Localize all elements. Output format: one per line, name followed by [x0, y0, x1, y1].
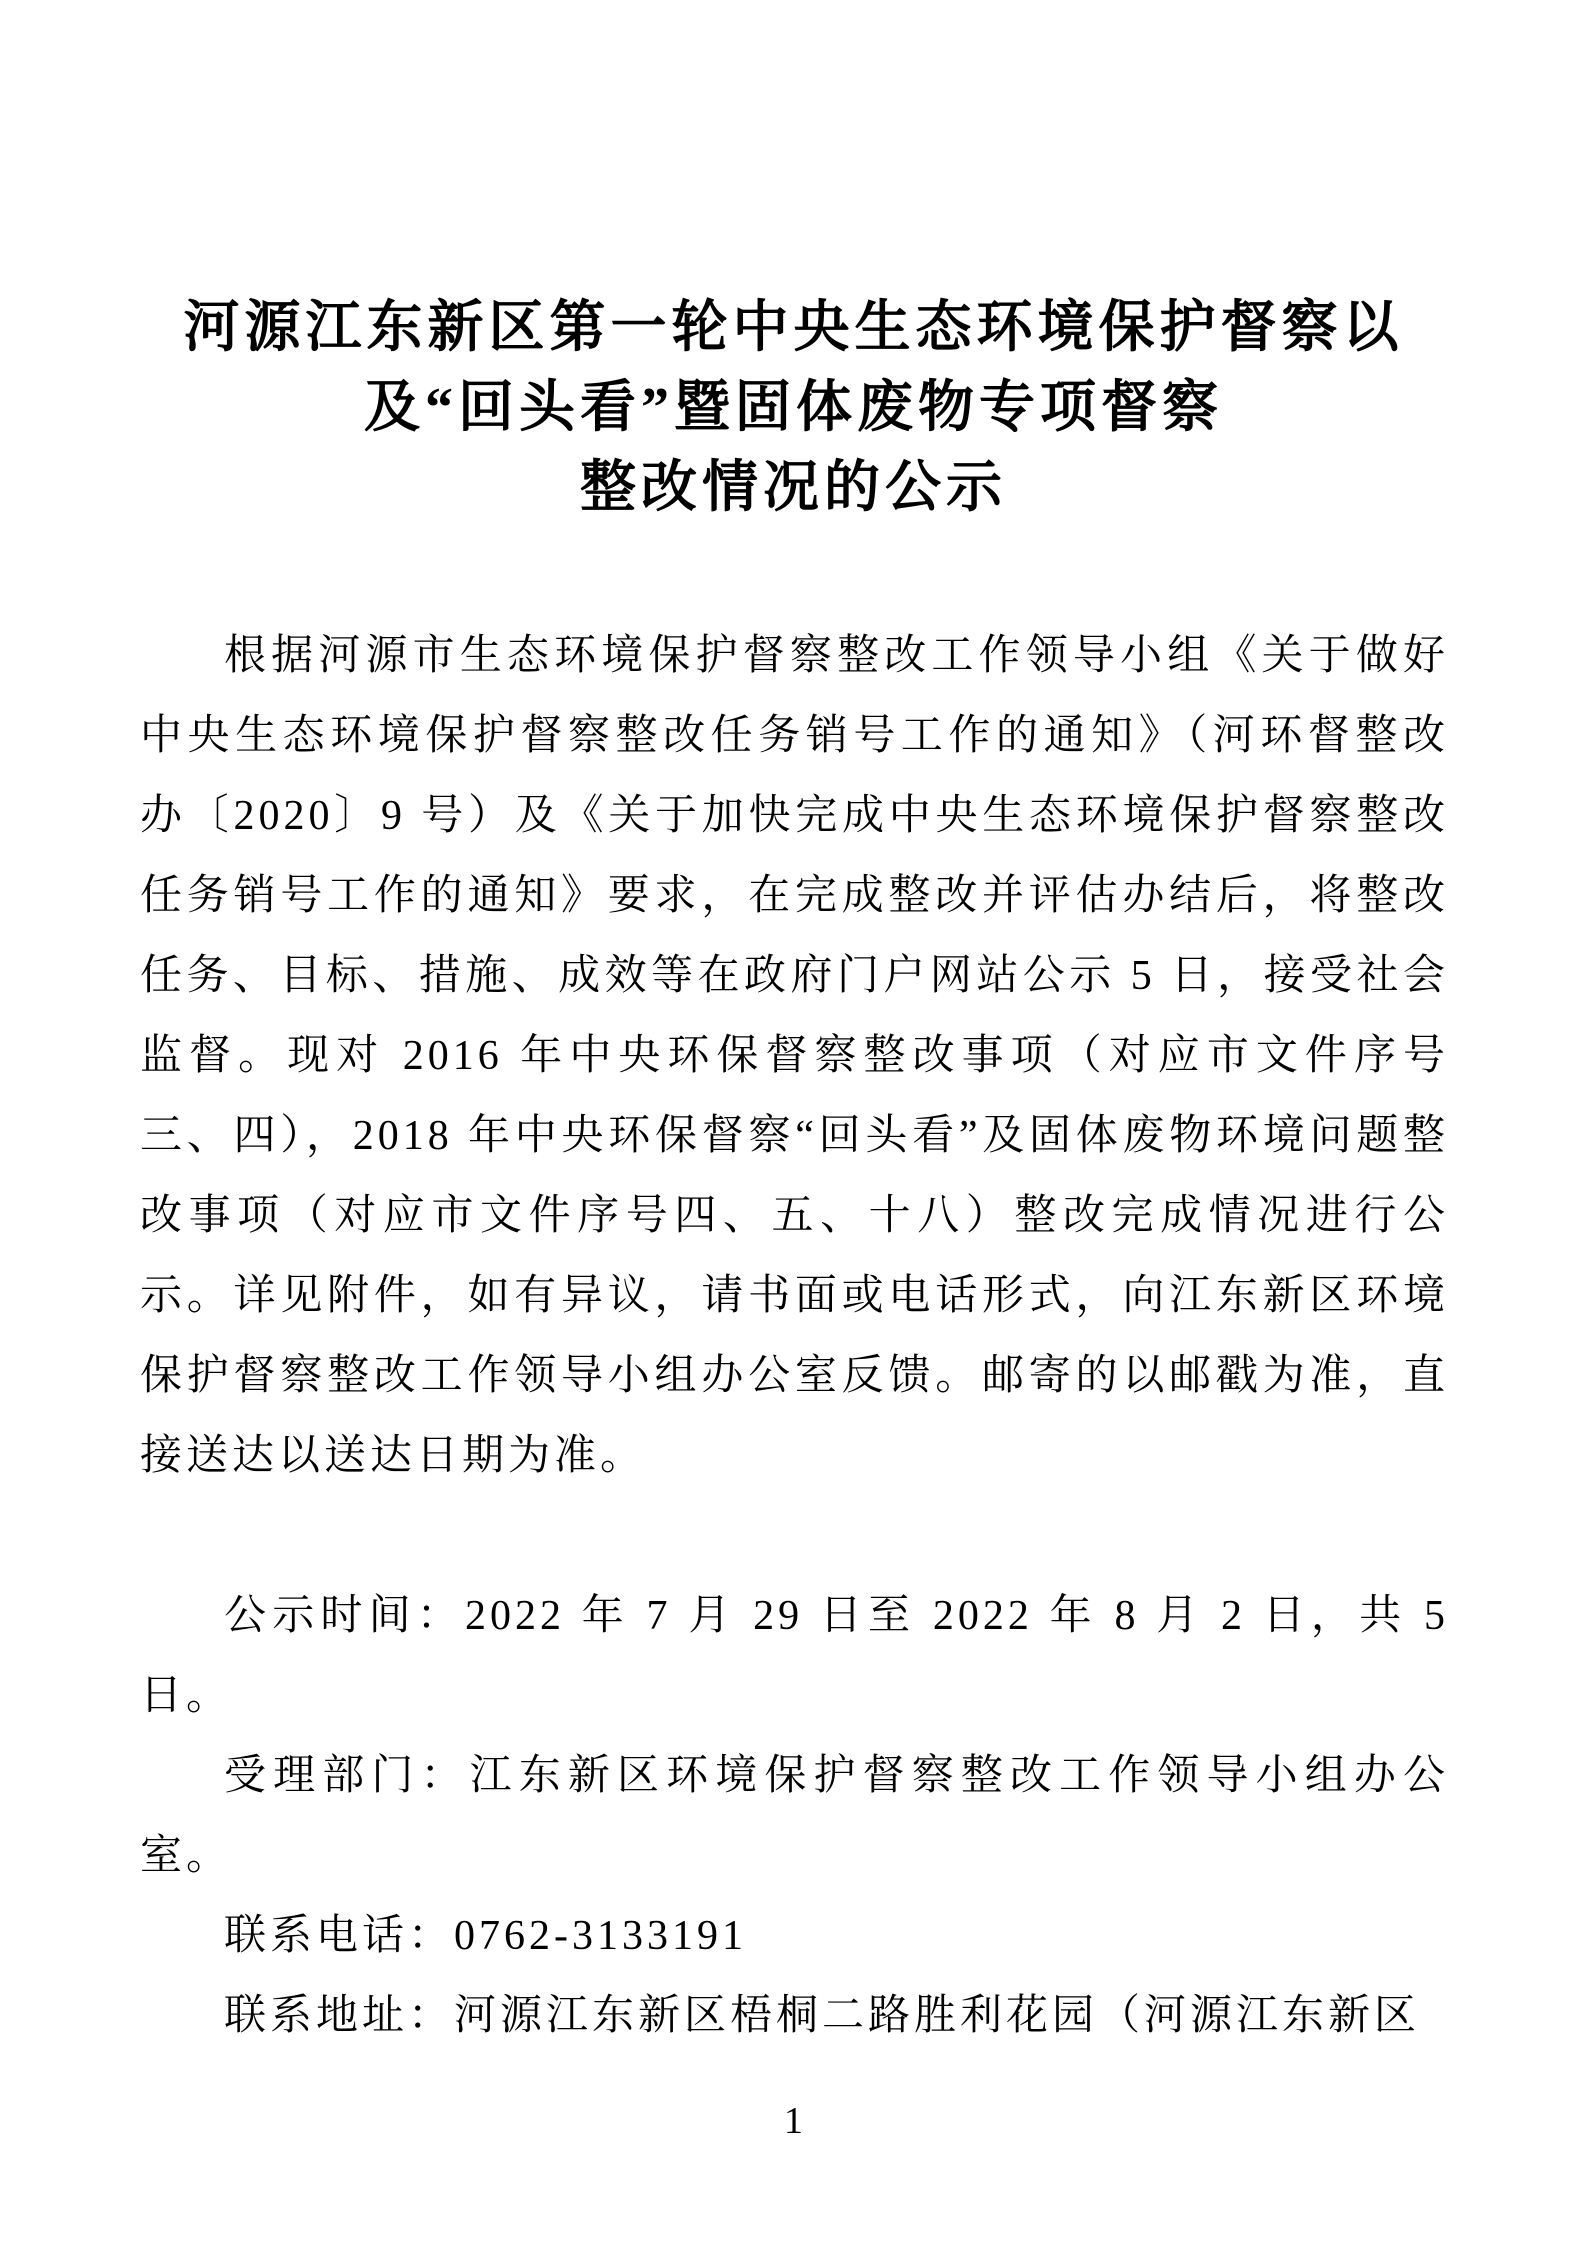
document-title	[0, 0, 1587, 528]
paragraph-accepting-department: 受理部门：江东新区环境保护督察整改工作领导小组办公室。	[140, 1753, 1449, 1879]
paragraph-main: 根据河源市生态环境保护督察整改工作领导小组《关于做好中央生态环境保护督察整改任务销号工作的通知》（河环督整改办〔2020〕9 号）及《关于加快完成中央生态环境保护督察整改任务销号工作的通知》要求，在完成整改并评估办结后，将整改任务、目标、措施、成效等在政府门户网站公示 5 日，接受社会监督。现对 2016 年中央环保督察整改事项（对应市文件序号三、四），2018 年中央环保督察“回头看”及固体废物环境问题整改事项（对应市文件序号四、五、十八）整改完成情况进行公示。详见附件，如有异议，请书面或电话形式，向江东新区环境保护督察整改工作领导小组办公室反馈。邮寄的以邮戳为准，直接送达以送达日期为准。	[140, 633, 1449, 1479]
page-number: 1	[784, 2100, 803, 2142]
title-line-2: 及“回头看”暨固体废物专项督察	[364, 377, 1223, 439]
paragraph-contact-phone: 联系电话：0762-3133191	[224, 1913, 747, 1959]
title-line-3: 整改情况的公示	[580, 457, 1007, 519]
document-body	[140, 616, 1449, 2056]
paragraph-publicity-period: 公示时间：2022 年 7 月 29 日至 2022 年 8 月 2 日，共 5 日。	[140, 1593, 1449, 1719]
paragraph-contact-address: 联系地址：河源江东新区梧桐二路胜利花园（河源江东新区	[224, 1993, 1421, 2039]
title-line-1: 河源江东新区第一轮中央生态环境保护督察以	[183, 297, 1404, 359]
